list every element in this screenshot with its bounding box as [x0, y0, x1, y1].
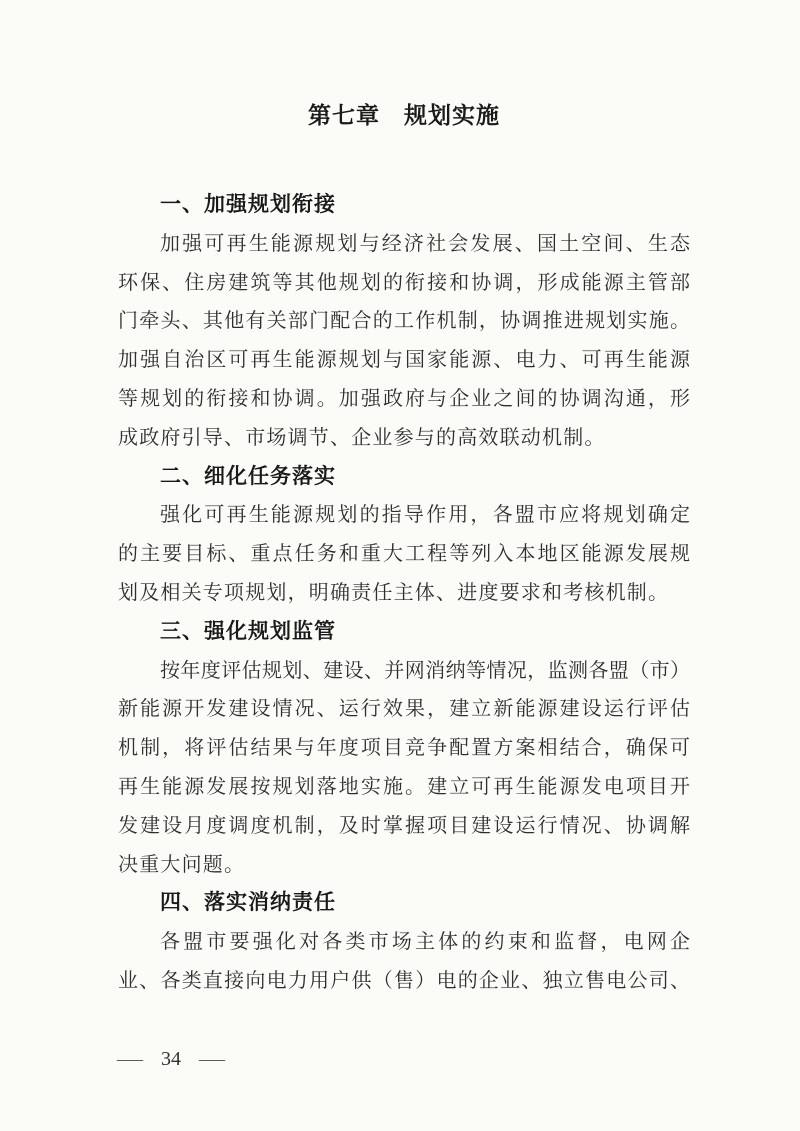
document-body [118, 186, 690, 1001]
paragraph-line: 按年度评估规划、建设、并网消纳等情况，监测各盟（市） [160, 659, 690, 682]
paragraph-line: 再生能源发展按规划落地实施。建立可再生能源发电项目开 [118, 775, 690, 798]
paragraph-line: 成政府引导、市场调节、企业参与的高效联动机制。 [118, 426, 606, 449]
footer-dash-left: — [117, 1048, 143, 1070]
footer-dash-right: — [199, 1048, 225, 1070]
paragraph-line: 加强自治区可再生能源规划与国家能源、电力、可再生能源 [118, 349, 690, 372]
paragraph-line: 决重大问题。 [118, 853, 246, 876]
page-footer [117, 1044, 225, 1074]
paragraph-line: 门牵头、其他有关部门配合的工作机制，协调推进规划实施。 [118, 310, 690, 333]
section-3-heading: 三、强化规划监管 [160, 619, 336, 643]
page-number: 34 [161, 1048, 181, 1070]
paragraph-line: 划及相关专项规划，明确责任主体、进度要求和考核机制。 [118, 581, 670, 604]
paragraph-line: 业、各类直接向电力用户供（售）电的企业、独立售电公司、 [118, 969, 690, 992]
section-4-heading: 四、落实消纳责任 [160, 891, 336, 915]
page-content [118, 0, 690, 1001]
section-2-heading: 二、细化任务落实 [160, 464, 336, 488]
paragraph-line: 加强可再生能源规划与经济社会发展、国土空间、生态 [160, 232, 690, 255]
section-1-heading: 一、加强规划衔接 [160, 193, 336, 216]
paragraph-line: 环保、住房建筑等其他规划的衔接和协调，形成能源主管部 [118, 271, 690, 294]
paragraph-line: 新能源开发建设情况、运行效果，建立新能源建设运行评估 [118, 698, 690, 721]
paragraph-line: 的主要目标、重点任务和重大工程等列入本地区能源发展规 [118, 543, 690, 566]
paragraph-line: 机制，将评估结果与年度项目竞争配置方案相结合，确保可 [118, 737, 690, 760]
chapter-title: 第七章 规划实施 [308, 102, 500, 128]
paragraph-line: 各盟市要强化对各类市场主体的约束和监督，电网企 [160, 931, 690, 954]
paragraph-line: 强化可再生能源规划的指导作用，各盟市应将规划确定 [160, 504, 690, 527]
paragraph-line: 发建设月度调度机制，及时掌握项目建设运行情况、协调解 [118, 814, 690, 837]
paragraph-line: 等规划的衔接和协调。加强政府与企业之间的协调沟通，形 [118, 387, 690, 410]
